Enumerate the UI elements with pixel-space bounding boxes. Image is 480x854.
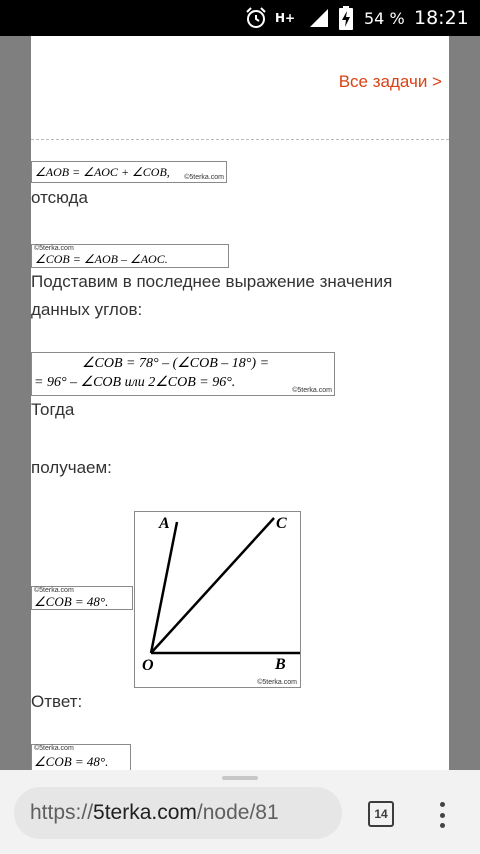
network-type: H+ <box>275 11 296 25</box>
tab-switcher-button[interactable] <box>368 801 394 827</box>
formula-image-5 <box>31 744 131 770</box>
url-bar[interactable] <box>14 787 342 839</box>
right-margin <box>449 36 480 770</box>
signal-icon <box>308 0 332 36</box>
text-togda: Тогда <box>31 400 75 419</box>
left-margin <box>0 36 31 770</box>
divider <box>31 139 449 140</box>
clock-time: 18:21 <box>414 7 469 29</box>
label-b: B <box>275 656 286 673</box>
label-o: O <box>142 657 154 674</box>
formula-image-4 <box>31 586 133 610</box>
tab-count: 14 <box>374 807 388 821</box>
ray-oc <box>151 518 274 653</box>
watermark: ©5terka.com <box>257 679 297 686</box>
formula-image-2 <box>31 244 229 268</box>
url-path: /node/81 <box>196 801 279 824</box>
formula-5-text: ∠COB = 48°. <box>34 754 109 769</box>
status-bar <box>0 0 480 36</box>
formula-2-text: ∠COB = ∠AOB – ∠AOC. <box>35 252 168 266</box>
battery-charging-icon <box>339 0 355 36</box>
text-otvet: Ответ: <box>31 692 83 711</box>
watermark: ©5terka.com <box>34 245 74 252</box>
text-substitute-line1: Подставим в последнее выражение значения <box>31 272 393 291</box>
all-tasks-link[interactable]: Все задачи > <box>338 72 442 91</box>
watermark: ©5terka.com <box>292 387 332 394</box>
formula-4-text: ∠COB = 48°. <box>34 594 109 609</box>
formula-1-text: ∠AOB = ∠AOC + ∠COB, <box>35 165 170 179</box>
more-menu-icon[interactable] <box>430 802 454 828</box>
text-otsyuda: отсюда <box>31 188 88 207</box>
watermark: ©5terka.com <box>184 174 224 181</box>
url-scheme: https:// <box>30 801 94 824</box>
browser-toolbar <box>0 770 480 854</box>
page-content <box>31 36 449 770</box>
url-host: 5terka.com <box>93 801 197 824</box>
ray-oa <box>151 522 177 653</box>
alarm-icon <box>244 0 270 36</box>
label-c: C <box>276 515 287 532</box>
text-poluchaem: получаем: <box>31 458 112 477</box>
angle-diagram <box>134 511 301 688</box>
label-a: A <box>159 515 170 532</box>
watermark: ©5terka.com <box>34 745 74 752</box>
formula-3-line1: ∠COB = 78° – (∠COB – 18°) = <box>82 356 270 371</box>
drag-handle[interactable] <box>222 776 258 780</box>
formula-3-line2: = 96° – ∠COB или 2∠COB = 96°. <box>34 375 236 390</box>
formula-image-1 <box>31 161 227 183</box>
formula-image-3 <box>31 352 335 396</box>
battery-percent: 54 % <box>364 8 405 28</box>
text-substitute-line2: данных углов: <box>31 300 143 319</box>
watermark: ©5terka.com <box>34 587 74 594</box>
